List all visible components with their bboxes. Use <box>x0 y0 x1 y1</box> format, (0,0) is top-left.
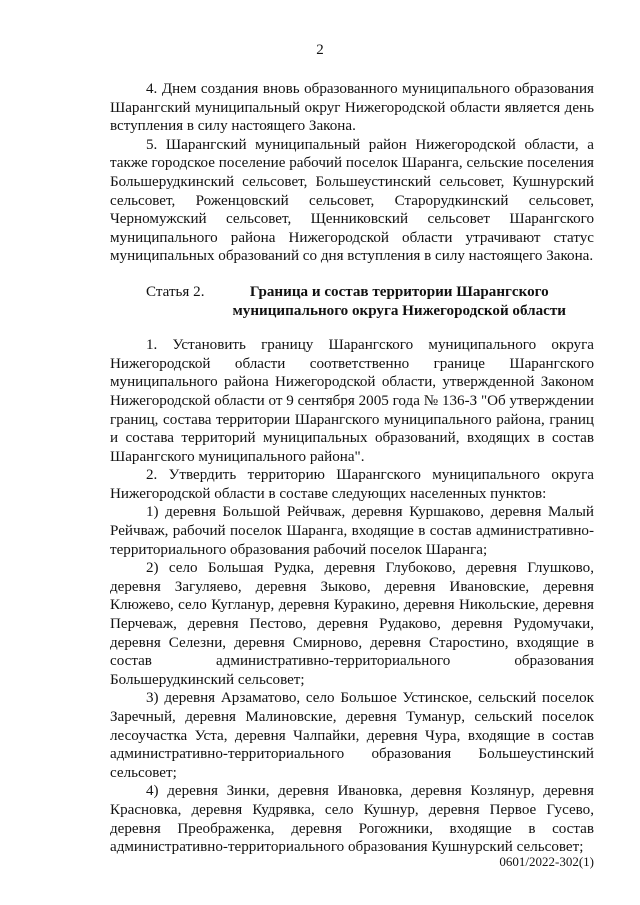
paragraph: 5. Шарангский муниципальный район Нижегородской области, а также городское поселение рабочий поселок Шаранга, сельские поселения Большерудкинский сельсовет, Большеустинский сельсовет, Кушнурский сельсовет, Роженцовский сельсовет, Старорудкинский сельсовет, Черномужский сельсовет, Щенниковский сельсовет Шарангского муниципального района Нижегородской области утрачивают статус муниципальных образований со дня вступления в силу настоящего Закона. <box>110 136 594 265</box>
paragraph: 4. Днем создания вновь образованного муниципального образования Шарангский муниципальный округ Нижегородской области является день вступления в силу настоящего Закона. <box>110 81 594 135</box>
article-number: Статья 2. <box>146 283 205 300</box>
document-code: 0601/2022-302(1) <box>499 854 594 869</box>
list-item: 1) деревня Большой Рейчваж, деревня Куршаково, деревня Малый Рейчваж, рабочий поселок Шаранга, входящие в состав административно-территориального образования рабочий поселок Шаранга; <box>110 504 594 558</box>
paragraph: 1. Установить границу Шарангского муниципального округа Нижегородской области соответственно границе Шарангского муниципального района Нижегородской области, утвержденной Законом Нижегородской области от 9 сентября 2005 года № 136-З "Об утверждении границ, состава территории Шарангского муниципального района, границ и состава территорий муниципальных образований, входящих в состав Шарангского муниципального района". <box>110 337 594 465</box>
article-heading <box>110 283 594 320</box>
document-body <box>110 80 594 857</box>
list-item: 2) село Большая Рудка, деревня Глубоково, деревня Глушково, деревня Загуляево, деревня Зыково, деревня Ивановские, деревня Клюжево, село Кугланур, деревня Куракино, деревня Никольские, деревня Перчеваж, деревня Пестово, деревня Рудаково, деревня Рудомучаки, деревня Селезни, деревня Смирново, деревня Старостино, входящие в состав административно-территориального образования Большерудкинский сельсовет; <box>110 560 594 688</box>
page-number: 2 <box>316 42 324 58</box>
list-item: 3) деревня Арзаматово, село Большое Устинское, сельский поселок Заречный, деревня Малиновские, деревня Туманур, сельский поселок лесоучастка Уста, деревня Чалпайки, деревня Чура, входящие в состав административно-территориального образования Большеустинский сельсовет; <box>110 690 594 781</box>
paragraph: 2. Утвердить территорию Шарангского муниципального округа Нижегородской области в составе следующих населенных пунктов: <box>110 467 594 502</box>
article-title: Граница и состав территории Шарангского муниципального округа Нижегородской области <box>232 283 566 319</box>
list-item: 4) деревня Зинки, деревня Ивановка, деревня Козлянур, деревня Красновка, деревня Кудрявка, село Кушнур, деревня Первое Гусево, деревня Преображенка, деревня Рогожники, входящие в состав административно-территориального образования Кушнурский сельсовет; <box>110 783 594 856</box>
